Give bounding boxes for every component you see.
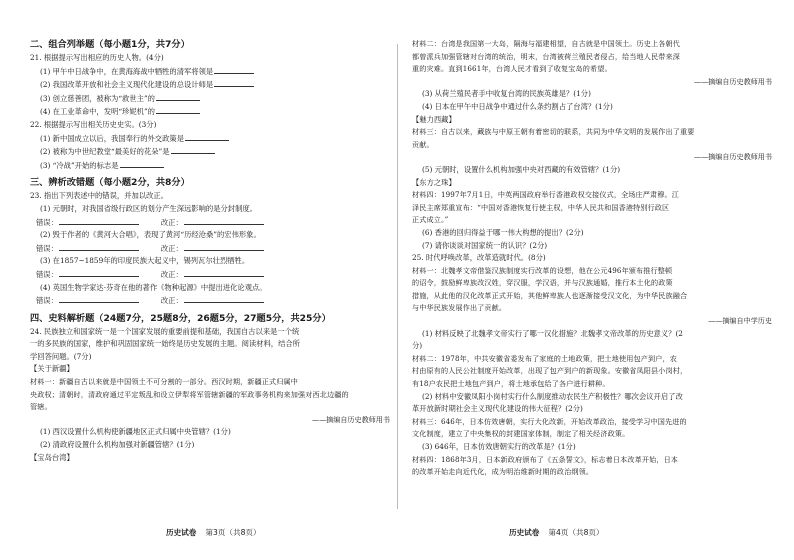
q24-subq-3: (3) 从荷兰殖民者手中收复台湾的民族英雄是？(1分): [422, 89, 591, 99]
q24-subq-4: (4) 日本在甲午中日战争中通过什么条约割占了台湾？(1分): [422, 101, 613, 111]
q22-item-2: [30, 145, 398, 159]
q24-material-2-line-2: 都曾派兵加强管辖对台湾的统治，明末，台湾被荷兰殖民者侵占，给当地人民带来深: [412, 51, 681, 61]
q22-item-1: [30, 132, 398, 146]
q24-material-4-line-3: 正式成立。”: [412, 215, 449, 225]
q25-material-1-line-4: 与中华民族发展作出了贡献。: [412, 303, 507, 313]
q21-item-4-text: (4) 在工业革命中，发明“珍妮机”的: [40, 107, 155, 117]
error-blank[interactable]: [59, 294, 139, 303]
q25-material-4-line-2: 的改革开始走向近代化，成为明治维新时期的政治纲领。: [412, 467, 594, 477]
q25-material-1-line-1: 材料一：北魏孝文帝借鉴汉族制度实行改革的设想，他在公元496年颁布推行整顿: [412, 265, 673, 275]
q24-material-4-line-2: 泽民主席郑重宣布：“中国对香港恢复行使主权，中华人民共和国香港特别行政区: [412, 202, 670, 212]
footer-left-page-number: 第3页（共8页）: [205, 528, 261, 537]
q21-item-4: [30, 105, 398, 119]
fix-blank[interactable]: [184, 216, 264, 225]
q25-subq-1-line-2: 分): [412, 341, 423, 351]
error-blank[interactable]: [59, 268, 139, 277]
question-24-stem-line-1: 24. 民族独立和国家统一是一个国家发展的重要前提和基础，我国自古以来是一个统: [30, 326, 300, 336]
fix-label: 改正：: [160, 217, 183, 227]
q25-material-1-line-3: 措施，从此他的汉化改革正式开始，其他鲜卑族人也逐渐接受汉文化，为中华民族融合: [412, 290, 688, 300]
question-24-stem-line-2: 一的多民族的国家，维护和巩固国家统一始终是历史发展的主题。阅读材料，结合所: [30, 339, 300, 349]
q23-item-1: (1) 元朝时，对我国省级行政区的划分产生深远影响的是分封制度。: [40, 203, 257, 213]
fix-blank[interactable]: [184, 294, 264, 303]
answer-blank[interactable]: [171, 145, 215, 154]
answer-blank[interactable]: [185, 132, 229, 141]
q25-material-2-line-2: 村由原有的人民公社制度开始改革，出现了包产到户的新现象。安徽省凤阳县小岗村，: [412, 366, 688, 376]
q23-item-2-answer: [30, 242, 398, 256]
error-label: 错误：: [36, 243, 58, 253]
q24-material-3-line-2: 贡献。: [412, 139, 434, 149]
q25-material-4-line-1: 材料四：1868年3月，日本新政府颁布了《五条誓文》，标志着日本改革开始，日本: [412, 454, 679, 464]
error-label: 错误：: [36, 269, 58, 279]
fix-label: 改正：: [160, 269, 183, 279]
q25-subq-2-line-2: 革开放新时期社会主义现代化建设的伟大征程？(2分): [412, 404, 583, 414]
q24-tag-tibet: 【魅力西藏】: [412, 114, 456, 124]
footer-left-subject: 历史试卷: [166, 528, 197, 537]
q25-material-3-line-2: 文化制度，建立了中央集权的封建国家体制，制定了相关经济政策。: [412, 429, 630, 439]
q24-subq-5: (5) 元朝时，设置什么机构加强中央对西藏的有效管辖？(1分): [422, 164, 621, 174]
q22-item-2-text: (2) 被称为中世纪教堂“最美好的花朵”是: [40, 147, 170, 157]
question-23-stem: 23. 指出下列表述中的错误，并加以改正。: [30, 191, 168, 201]
footer-right: [509, 527, 604, 538]
q24-material-2-line-3: 重的灾难。直到1661年，台湾人民才看到了收复宝岛的希望。: [412, 64, 612, 74]
fix-label: 改正：: [160, 296, 183, 306]
fix-blank[interactable]: [184, 268, 264, 277]
q24-subq-2: (2) 清政府设置什么机构加强对新疆管辖？(1分): [40, 440, 195, 450]
q25-material-2-line-3: 有18户农民把土地包产到户，将土地承包给了各户进行耕种。: [412, 379, 610, 389]
section-4-heading: 四、史料解析题（24题7分，25题8分，26题5分，27题5分，共25分）: [30, 312, 331, 324]
question-21-stem: 21. 根据提示写出相应的历史人物。(4分): [30, 53, 164, 62]
q24-material-1-line-1: 材料一：新疆自古以来就是中国领土不可分割的一部分。西汉时期，新疆正式归属中: [30, 377, 299, 387]
error-label: 错误：: [36, 296, 58, 306]
q24-tag-taiwan: 【宝岛台湾】: [30, 452, 74, 462]
q21-item-1-text: (1) 甲午中日战争中，在黄海海战中牺牲的清军将领是: [40, 66, 214, 76]
q24-material-3-credit: ——摘编自历史教师用书: [693, 152, 772, 162]
q24-material-2-line-1: 材料二：台湾是我国第一大岛，隔海与福建相望，自古就是中国领土。历史上各朝代: [412, 39, 681, 48]
footer-right-subject: 历史试卷: [509, 528, 540, 537]
q24-subq-7: (7) 请你谈谈对国家统一的认识？(2分): [422, 240, 548, 250]
q22-item-1-text: (1) 新中国成立以后，我国奉行的外交政策是: [40, 133, 184, 143]
right-column: [412, 38, 780, 479]
section-2-heading: 二、组合列举题（每小题1分，共7分）: [30, 39, 190, 50]
q24-material-1-credit: ——摘编自历史教师用书: [311, 414, 390, 424]
q21-item-1: [30, 65, 398, 79]
answer-blank[interactable]: [214, 65, 254, 74]
q25-material-2-line-1: 材料二：1978年，中共安徽省委发布了家庭的土地政策，把土地使用包产到户，农: [412, 353, 677, 363]
q24-material-2-credit: ——摘编自历史教师用书: [693, 76, 772, 86]
answer-blank[interactable]: [156, 105, 200, 114]
error-label: 错误：: [36, 217, 58, 227]
q23-item-4: (4) 英国生物学家达·芬奇在他的著作《物种起源》中提出进化论观点。: [40, 282, 267, 292]
q21-item-3: [30, 92, 398, 106]
answer-blank[interactable]: [214, 78, 254, 87]
error-blank[interactable]: [59, 242, 139, 251]
q24-subq-1: (1) 西汉设置什么机构使新疆地区正式归属中央管辖？(1分): [40, 427, 231, 437]
q23-item-3-answer: [30, 268, 398, 282]
q23-item-3: (3) 在1857~1859年的印度民族大起义中，锡列瓦尔壮烈牺牲。: [40, 256, 250, 266]
answer-blank[interactable]: [120, 159, 164, 168]
q25-subq-1-line-1: (1) 材料反映了北魏孝文帝实行了哪一汉化措施？北魏孝文帝改革的历史意义？(2: [422, 328, 683, 338]
q25-material-1-line-2: 的诏令，鼓励鲜卑族改汉姓，穿汉服，学汉语，并与汉族通婚，推行本土化的政策: [412, 278, 673, 288]
q24-subq-6: (6) 香港的回归得益于哪一伟大构想的提出？(2分): [422, 227, 584, 237]
q25-subq-2-line-1: (2) 材料中安徽凤阳小岗村实行什么制度推动农民生产积极性？哪次会议开启了改: [422, 391, 683, 401]
q21-item-2: [30, 78, 398, 92]
q24-material-1-line-3: 管辖。: [30, 402, 52, 412]
q25-subq-3: (3) 646年，日本仿效唐朝实行的改革是？(1分): [422, 442, 576, 451]
fix-label: 改正：: [160, 243, 183, 253]
q23-item-4-answer: [30, 294, 398, 308]
error-blank[interactable]: [59, 216, 139, 225]
q21-item-2-text: (2) 我国改革开放和社会主义现代化建设的总设计师是: [40, 80, 214, 90]
q24-material-3-line-1: 材料三：自古以来，藏族与中原王朝有着密切的联系，共同为中华文明的发展作出了重要: [412, 127, 695, 137]
question-22-stem: 22. 根据提示写出相关历史史实。(3分): [30, 119, 157, 129]
footer-left: [166, 527, 261, 538]
q23-item-2: (2) 毁于作者的《黄河大合唱》，表现了黄河“历经沧桑”的宏伟形象。: [40, 230, 261, 240]
q24-tag-xinjiang: 【关于新疆】: [30, 364, 74, 374]
q25-material-3-line-1: 材料三：646年，日本仿效唐朝，实行大化改新，开始改革政治，接受学习中国先进的: [412, 416, 687, 426]
q24-material-4-line-1: 材料四：1997年7月1日，中英两国政府举行香港政权交接仪式，全场庄严肃穆。江: [412, 190, 680, 200]
q25-material-1-credit: ——摘编自中学历史: [708, 316, 772, 326]
q24-tag-hongkong: 【东方之珠】: [412, 177, 456, 187]
q24-material-1-line-2: 央政权；清朝时，清政府通过平定叛乱和设立伊犁将军管辖新疆的军政事务机构来加强对西北边疆的: [30, 389, 349, 399]
answer-blank[interactable]: [156, 92, 200, 101]
fix-blank[interactable]: [184, 242, 264, 251]
section-3-heading: 三、辨析改错题（每小题2分，共8分）: [30, 177, 190, 189]
q22-item-3: [30, 159, 398, 173]
question-24-stem-line-3: 学回答问题。(7分): [30, 351, 92, 361]
q21-item-3-text: (3) 创立慈善团，被称为“救世主”的: [40, 93, 155, 103]
left-column: [30, 38, 398, 464]
footer-right-page-number: 第4页（共8页）: [548, 528, 604, 537]
question-25-stem: 25. 时代呼唤改革，改革造就时代。(8分): [412, 253, 546, 263]
q22-item-3-text: (3) “冷战”开始的标志是: [40, 160, 119, 170]
q23-item-1-answer: [30, 216, 398, 230]
